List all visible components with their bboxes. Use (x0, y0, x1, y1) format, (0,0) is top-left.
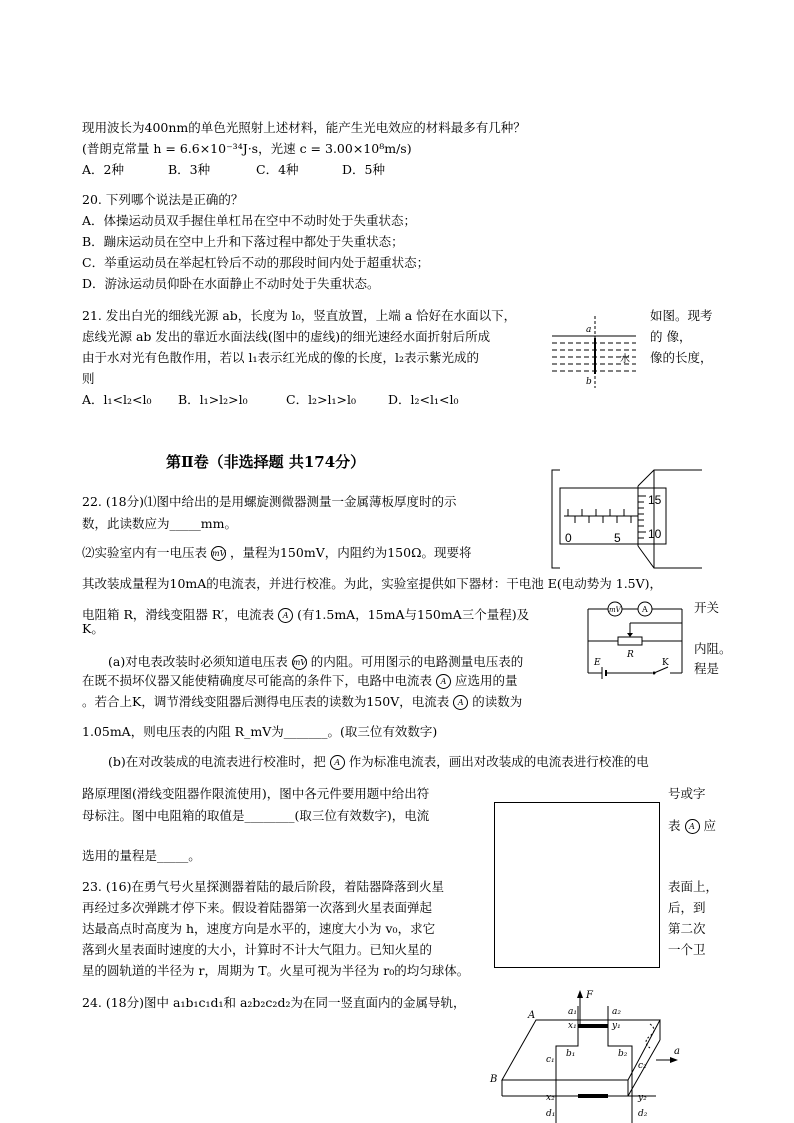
q19-option-a: A．2种 (82, 162, 124, 177)
circuit-figure (582, 597, 688, 679)
q20-option-c: C．举重运动员在举起杠铃后不动的那段时间内处于超重状态； (82, 255, 430, 270)
q22-line5a: 电阻箱 R，滑线变阻器 R′，电流表 (82, 607, 275, 622)
fig-label-a: a (586, 325, 592, 335)
fig24-label-a2: a₂ (612, 1007, 621, 1017)
ammeter-icon-3: A (453, 695, 468, 710)
q22-line9a: 。若合上K，调节滑线变阻器后测得电压表的读数为150V，电流表 (82, 694, 450, 709)
q20-stem: 20. 下列哪个说法是正确的？ (82, 192, 244, 207)
micrometer-tick-15: 15 (648, 493, 662, 507)
q19-option-d: D．5种 (342, 162, 385, 177)
q24-line1: 24. (18分)图中 a₁b₁c₁d₁和 a₂b₂c₂d₂为在同一竖直面内的金属导轨， (82, 995, 466, 1010)
q22-line13-right-a: 表 (668, 818, 681, 833)
q23-line2: 再经过多次弹跳才停下来。假设着陆器第一次落到火星表面弹起 (82, 900, 433, 915)
section-2-title: 第Ⅱ卷（非选择题 共174分） (166, 453, 366, 471)
ammeter-icon-4: A (330, 755, 345, 770)
q21-option-b: B．l₁>l₂>l₀ (178, 392, 248, 407)
voltmeter-icon: mV (211, 546, 226, 561)
fig24-label-y2: y₂ (638, 1093, 647, 1103)
q20-option-a: A．体操运动员双手握住单杠吊在空中不动时处于失重状态； (82, 213, 417, 228)
fig24-label-A: A (528, 1010, 536, 1021)
q21-option-d: D．l₂<l₁<l₀ (388, 392, 459, 407)
fig24-label-B: B (490, 1074, 498, 1085)
voltmeter-icon-2: mV (292, 655, 307, 670)
q22-line3b: ，量程为150mV，内阻约为150Ω。现要将 (229, 545, 472, 560)
q22-line13: 母标注。图中电阻箱的取值是________(取三位有效数字)，电流 (82, 808, 430, 823)
q22-line11b: 作为标准电流表，画出对改装成的电流表进行校准的电 (348, 754, 649, 769)
q23-line3: 达最高点时高度为 h，速度方向是水平的，速度大小为 v₀，求它 (82, 921, 436, 936)
q20-option-d: D．游泳运动员仰卧在水面静止不动时处于失重状态。 (82, 276, 380, 291)
q21-line3-right: 像的长度， (650, 350, 713, 365)
q23-line4: 落到火星表面时速度的大小，计算时不计大气阻力。已知火星的 (82, 942, 433, 957)
circuit-label-mv: mV (609, 606, 621, 614)
q21-line1: 21. 发出白光的细线光源 ab，长度为 l₀，竖直放置，上端 a 恰好在水面以下， (82, 308, 517, 323)
circuit-label-k: K (662, 658, 669, 668)
q22-line6: K。 (82, 621, 104, 636)
q22-line3a: ⑵实验室内有一电压表 (82, 545, 208, 560)
q19-option-c: C．4种 (256, 162, 299, 177)
q21-line2-right: 的 像， (650, 329, 692, 344)
fig24-label-d1: d₁ (546, 1109, 556, 1119)
q22-line11a: (b)在对改装成的电流表进行校准时，把 (108, 754, 326, 769)
fig-label-water: 水 (620, 354, 630, 365)
ammeter-icon: A (278, 608, 293, 623)
fig24-label-x2: x₂ (546, 1093, 555, 1103)
fig24-label-d2: d₂ (638, 1109, 648, 1119)
q21-line3: 由于水对光有色散作用，若以 l₁表示红光成的像的长度，l₂表示紫光成的 (82, 350, 479, 365)
q23-line5: 星的圆轨道的半径为 r，周期为 T。火星可视为半径为 r₀的均匀球体。 (82, 963, 470, 978)
q22-line12: 路原理图(滑线变阻器作限流使用)，图中各元件要用题中给出符 (82, 786, 430, 801)
q21-line2: 虑线光源 ab 发出的靠近水面法线(图中的虚线)的细光速经水面折射后所成 (82, 329, 491, 344)
fig24-label-y1: y₁ (612, 1021, 621, 1031)
circuit-label-r: R (627, 650, 634, 660)
fig24-label-c2: c₂ (638, 1061, 647, 1071)
fig24-label-a-arrow: a (674, 1046, 680, 1057)
q22-line12-right: 号或字 (668, 786, 706, 801)
q22-line7-right: 程是 (694, 661, 720, 676)
q22-line6-right: 内阻。 (694, 641, 732, 656)
metal-rail-figure (488, 984, 698, 1123)
fig24-label-c1: c₁ (546, 1055, 555, 1065)
q22-line9b: 的读数为 (472, 694, 523, 709)
q21-option-a: A．l₁<l₂<l₀ (82, 392, 152, 407)
circuit-label-a: A (642, 605, 648, 614)
q21-line4: 则 (82, 371, 95, 386)
q19-line2: (普朗克常量 h = 6.6×10⁻³⁴J·s，光速 c = 3.00×10⁸m/s) (82, 141, 412, 156)
q22-line2: 数，此读数应为_____mm。 (82, 516, 237, 531)
q19-line1: 现用波长为400nm的单色光照射上述材料，能产生光电效应的材料最多有几种？ (82, 120, 526, 135)
q22-line7a: (a)对电表改装时必须知道电压表 (108, 654, 288, 669)
micrometer-figure (542, 468, 710, 570)
fig24-label-F: F (586, 990, 593, 1001)
q20-option-b: B．蹦床运动员在空中上升和下落过程中都处于失重状态； (82, 234, 404, 249)
q23-line4-right: 一个卫 (668, 942, 706, 957)
answer-drawing-box[interactable] (494, 802, 660, 968)
q22-line13-right-b: 应 (703, 818, 716, 833)
water-refraction-figure (550, 312, 640, 392)
micrometer-tick-5: 5 (614, 531, 621, 545)
fig24-label-b2: b₂ (618, 1049, 628, 1059)
micrometer-tick-10: 10 (648, 527, 662, 541)
q21-line1-right: 如图。现考 (650, 308, 713, 323)
q23-line3-right: 第二次 (668, 921, 706, 936)
ammeter-icon-5: A (685, 819, 700, 834)
ammeter-icon-2: A (436, 674, 451, 689)
q19-option-b: B．3种 (168, 162, 211, 177)
micrometer-tick-0: 0 (565, 531, 572, 545)
q23-line1-right: 表面上， (668, 879, 719, 894)
q22-line1: 22. (18分)⑴图中给出的是用螺旋测微器测量一金属薄板厚度时的示 (82, 494, 457, 509)
q22-line8b: 应选用的量 (454, 673, 518, 688)
q23-line2-right: 后，到 (668, 900, 706, 915)
q22-line10: 1.05mA，则电压表的内阻 R_mV为_______。(取三位有效数字) (82, 724, 438, 739)
q22-line5-right: 开关 (694, 600, 720, 615)
circuit-label-e: E (594, 658, 601, 668)
fig24-label-a1: a₁ (568, 1007, 577, 1017)
fig24-label-x1: x₁ (568, 1021, 577, 1031)
q22-line5b: (有1.5mA，15mA与150mA三个量程)及 (297, 607, 530, 622)
q22-line7b: 的内阻。可用图示的电路测量电压表的 (310, 654, 524, 669)
q22-line8: 在既不损坏仪器又能使精确度尽可能高的条件下，电路中电流表 (82, 673, 433, 688)
q22-line4: 其改装成量程为10mA的电流表，并进行校准。为此，实验室提供如下器材：干电池 E(电动势为 1.5V)， (82, 576, 663, 591)
q22-line14: 选用的量程是_____。 (82, 848, 201, 863)
q21-option-c: C．l₂>l₁>l₀ (286, 392, 357, 407)
fig24-label-b1: b₁ (566, 1049, 576, 1059)
q23-line1: 23. (16)在勇气号火星探测器着陆的最后阶段，着陆器降落到火星 (82, 879, 445, 894)
fig-label-b: b (586, 377, 592, 387)
